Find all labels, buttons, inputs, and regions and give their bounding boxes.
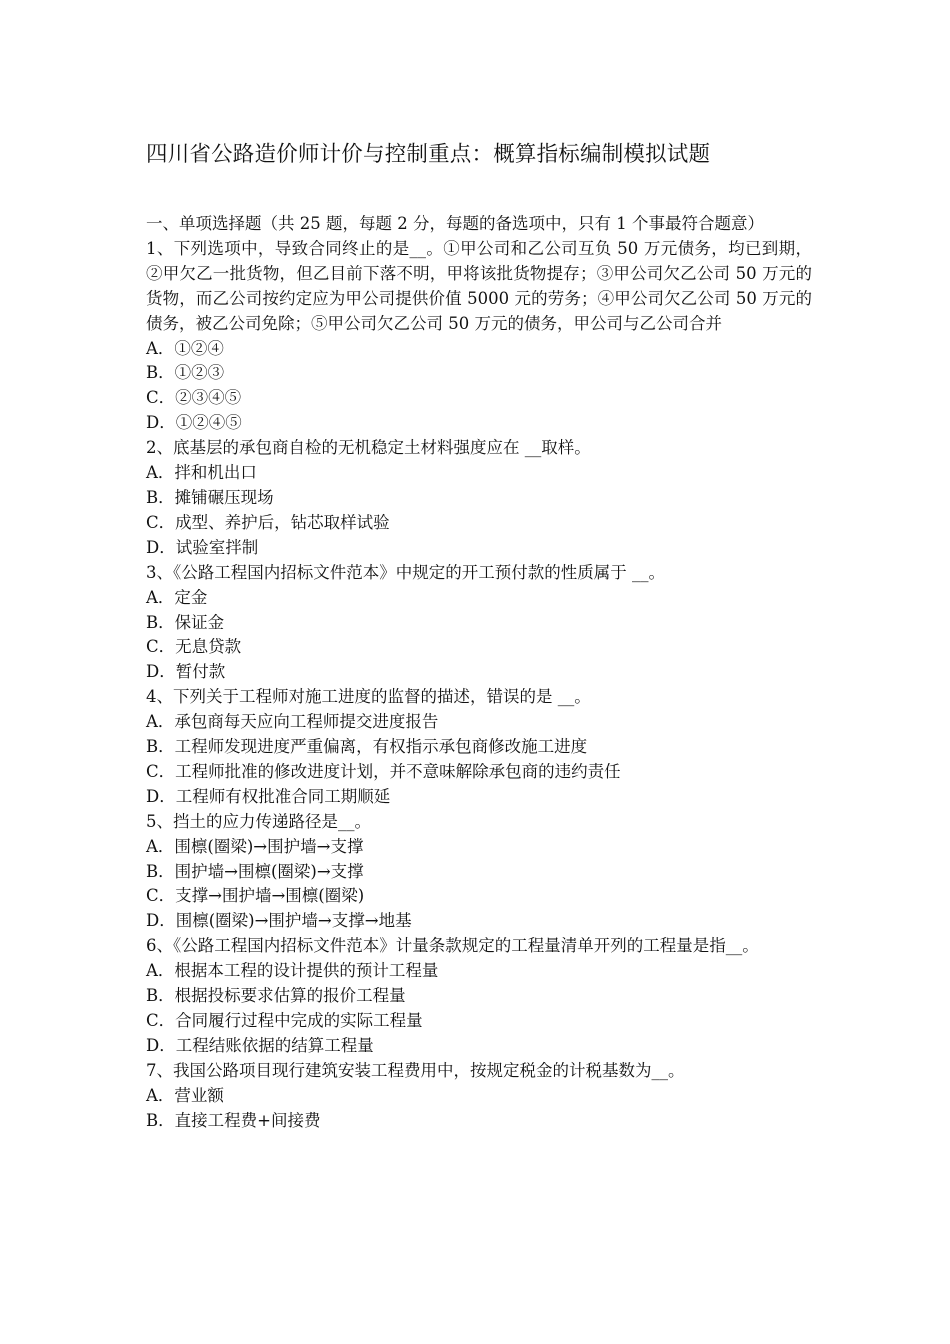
option-d: D．围檩(圈梁)→围护墙→支撑→地基	[146, 911, 412, 931]
option-c: C．支撑→围护墙→围檩(圈梁)	[146, 886, 365, 906]
option-b: B．围护墙→围檩(圈梁)→支撑	[146, 861, 364, 881]
option-b: B．①②③	[146, 363, 225, 383]
option-b: B．直接工程费+间接费	[146, 1110, 321, 1130]
option-a: A．①②④	[146, 338, 224, 358]
option-c: C．合同履行过程中完成的实际工程量	[146, 1011, 423, 1030]
option-d: D．工程师有权批准合同工期顺延	[146, 786, 391, 806]
question-block	[146, 810, 812, 935]
option-c: C．成型、养护后，钻芯取样试验	[146, 512, 390, 532]
option-b: B．工程师发现进度严重偏离，有权指示承包商修改施工进度	[146, 737, 588, 757]
option-d: D．暂付款	[146, 662, 226, 682]
document-body	[146, 212, 812, 1134]
option-b: B．保证金	[146, 612, 225, 632]
option-a: A．围檩(圈梁)→围护墙→支撑	[146, 836, 364, 856]
question-block	[146, 685, 812, 810]
option-b: B．根据投标要求估算的报价工程量	[146, 986, 406, 1006]
question-text: 4、下列关于工程师对施工进度的监督的描述，错误的是 __。	[146, 687, 591, 707]
option-d: D．试验室拌制	[146, 537, 259, 557]
option-c: C．无息贷款	[146, 637, 242, 657]
question-text: 2、底基层的承包商自检的无机稳定土材料强度应在 __取样。	[146, 438, 591, 458]
option-d: D．①②④⑤	[146, 413, 242, 433]
question-text: 3、《公路工程国内招标文件范本》中规定的开工预付款的性质属于 __。	[146, 562, 665, 582]
question-block	[146, 561, 812, 686]
option-a: A．根据本工程的设计提供的预计工程量	[146, 961, 439, 981]
question-block	[146, 237, 812, 436]
section-header: 一、单项选择题（共 25 题，每题 2 分，每题的备选项中，只有 1 个事最符合题意）	[146, 214, 764, 233]
question-text: 5、挡土的应力传递路径是__。	[146, 811, 371, 831]
question-text: 1、下列选项中，导致合同终止的是__。①甲公司和乙公司互负 50 万元债务，均已到期，②甲欠乙一批货物，但乙目前下落不明，甲将该批货物提存；③甲公司欠乙公司 50 万元的货物，而乙公司按约定应为甲公司提供价值 5000 元的劳务；④甲公司欠乙公司 50 万元的债务，被乙公司免除；⑤甲公司欠乙公司 50 万元的债务，甲公司与乙公司合并	[146, 238, 812, 333]
question-text: 6、《公路工程国内招标文件范本》计量条款规定的工程量清单开列的工程量是指__。	[146, 936, 759, 956]
question-block	[146, 1059, 812, 1134]
option-c: C．工程师批准的修改进度计划，并不意味解除承包商的违约责任	[146, 761, 621, 781]
option-a: A．承包商每天应向工程师提交进度报告	[146, 712, 439, 732]
option-a: A．拌和机出口	[146, 463, 257, 483]
question-block	[146, 934, 812, 1059]
option-a: A．营业额	[146, 1085, 224, 1105]
document-title: 四川省公路造价师计价与控制重点：概算指标编制模拟试题	[146, 142, 711, 167]
option-b: B．摊铺碾压现场	[146, 487, 274, 507]
option-d: D．工程结账依据的结算工程量	[146, 1035, 374, 1055]
option-a: A．定金	[146, 587, 208, 607]
option-c: C．②③④⑤	[146, 388, 242, 408]
question-block	[146, 436, 812, 561]
question-text: 7、我国公路项目现行建筑安装工程费用中，按规定税金的计税基数为__。	[146, 1060, 685, 1080]
